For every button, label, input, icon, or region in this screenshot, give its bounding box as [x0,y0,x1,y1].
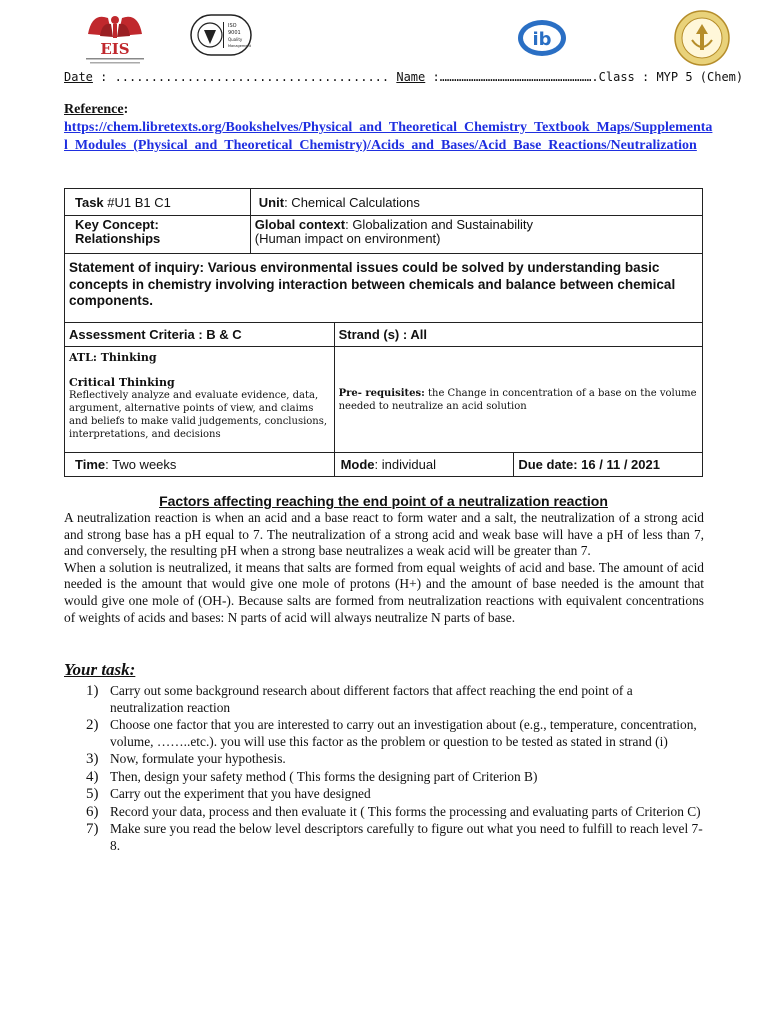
atl-cell: ATL: Thinking Critical Thinking Reflectively analyze and evaluate evidence, data, argument, alternative points of view, and claims and beliefs to make valid judgements, conclusions, interpretations, and decisions [65,347,335,453]
ib-logo [516,18,568,58]
key-concept-cell: Key Concept: Relationships [65,216,251,254]
reference-label: Reference [64,102,124,117]
mode-cell: Mode: individual [334,453,514,477]
task-item: 1) Carry out some background research about different factors that affect reaching the end point of a neutralization reaction [86,683,633,715]
reference-link[interactable]: https://chem.libretexts.org/Bookshelves/Physical_and_Theoretical_Chemistry_Textbook_Maps/Supplemental_Modules_(Physical_and_Theoretical_Chemistry)/Acids_and_Bases/Acid_Base_Reactions/Neutralization [64,120,713,153]
global-context-cell: Global context: Globalization and Sustainability (Human impact on environment) [250,216,702,254]
svg-text:Management: Management [228,44,252,48]
name-field: :………………………………………………………. [425,70,599,84]
iso-9001-badge [190,14,252,56]
ib-logo-text: ib [532,29,552,50]
task-item: 5) Carry out the experiment that you have designed [86,786,371,802]
time-cell: Time: Two weeks [65,453,335,477]
task-item: 4) Then, design your safety method ( This forms the designing part of Criterion B) [86,768,538,785]
assessment-criteria-cell: Assessment Criteria : B & C [65,323,335,347]
task-info-table [64,188,703,477]
date-label: Date [64,70,93,84]
ministry-seal [674,10,730,66]
name-label: Name [396,70,426,84]
reference-block: Reference: https://chem.libretexts.org/Bookshelves/Physical_and_Theoretical_Chemistry_Textbook_Maps/Supplemental_Modules_(Physical_and_Theoretical_Chemistry)/Acids_and_Bases/Acid_Base_Reactions/Neutralization [64,102,713,153]
task-list [64,683,704,855]
statement-of-inquiry: Statement of inquiry: Various environmental issues could be solved by understanding basic concepts in chemistry involving interaction between chemicals and balance between chemical components. [65,254,703,323]
student-info-line [64,70,744,84]
date-field: : ...................................... [92,70,397,84]
header-logos [0,0,768,70]
your-task-heading: Your task: [64,660,136,679]
intro-paragraph-1: A neutralization reaction is when an acid and a base react to form water and a salt, the neutralization of a strong acid and strong base has a pH equal to 7. The neutralization of a strong acid and weak base will have a pH of less than 7, and conversely, the resulting pH when a strong base neutralizes a weak acid will be greater than 7. [64,510,704,559]
intro-text [64,510,704,626]
svg-text:9001: 9001 [228,30,241,36]
due-date-cell: Due date: 16 / 11 / 2021 [514,453,703,477]
task-cell: Task #U1 B1 C1 [65,189,251,216]
svg-text:Quality: Quality [228,37,243,42]
task-item: 2) Choose one factor that you are interested to carry out an investigation about (e.g., temperature, concentration, volume, ……..etc.). you will use this factor as the problem or question to be tested as stated in strand (i) [86,717,697,749]
task-item: 6) Record your data, process and then evaluate it ( This forms the processing and evaluating parts of Criterion C) [86,803,701,820]
prerequisites-cell: Pre- requisites: the Change in concentration of a base on the volume needed to neutralize an acid solution [334,347,702,453]
task-item: 3) Now, formulate your hypothesis. [86,751,286,767]
unit-cell: Unit: Chemical Calculations [250,189,702,216]
intro-paragraph-2: When a solution is neutralized, it means that salts are formed from equal weights of acid and base. The amount of acid needed is the amount that would give one mole of protons (H+) and the amount of base needed is the amount that would give one mole of (OH-). Because salts are formed from neutralization reactions with equivalent concentrations of weights of acids and bases: N parts of acid will always neutralize N parts of base. [64,559,704,625]
section-title: Factors affecting reaching the end point of a neutralization reaction [159,493,608,509]
eis-logo-text: EIS [100,40,130,58]
svg-text:ISO: ISO [228,23,237,29]
class-info: Class : MYP 5 (Chem) [598,70,744,84]
strand-cell: Strand (s) : All [334,323,702,347]
eis-logo [78,6,152,68]
task-item: 7) Make sure you read the below level descriptors carefully to figure out what you need to fulfill to reach level 7-8. [86,821,703,853]
